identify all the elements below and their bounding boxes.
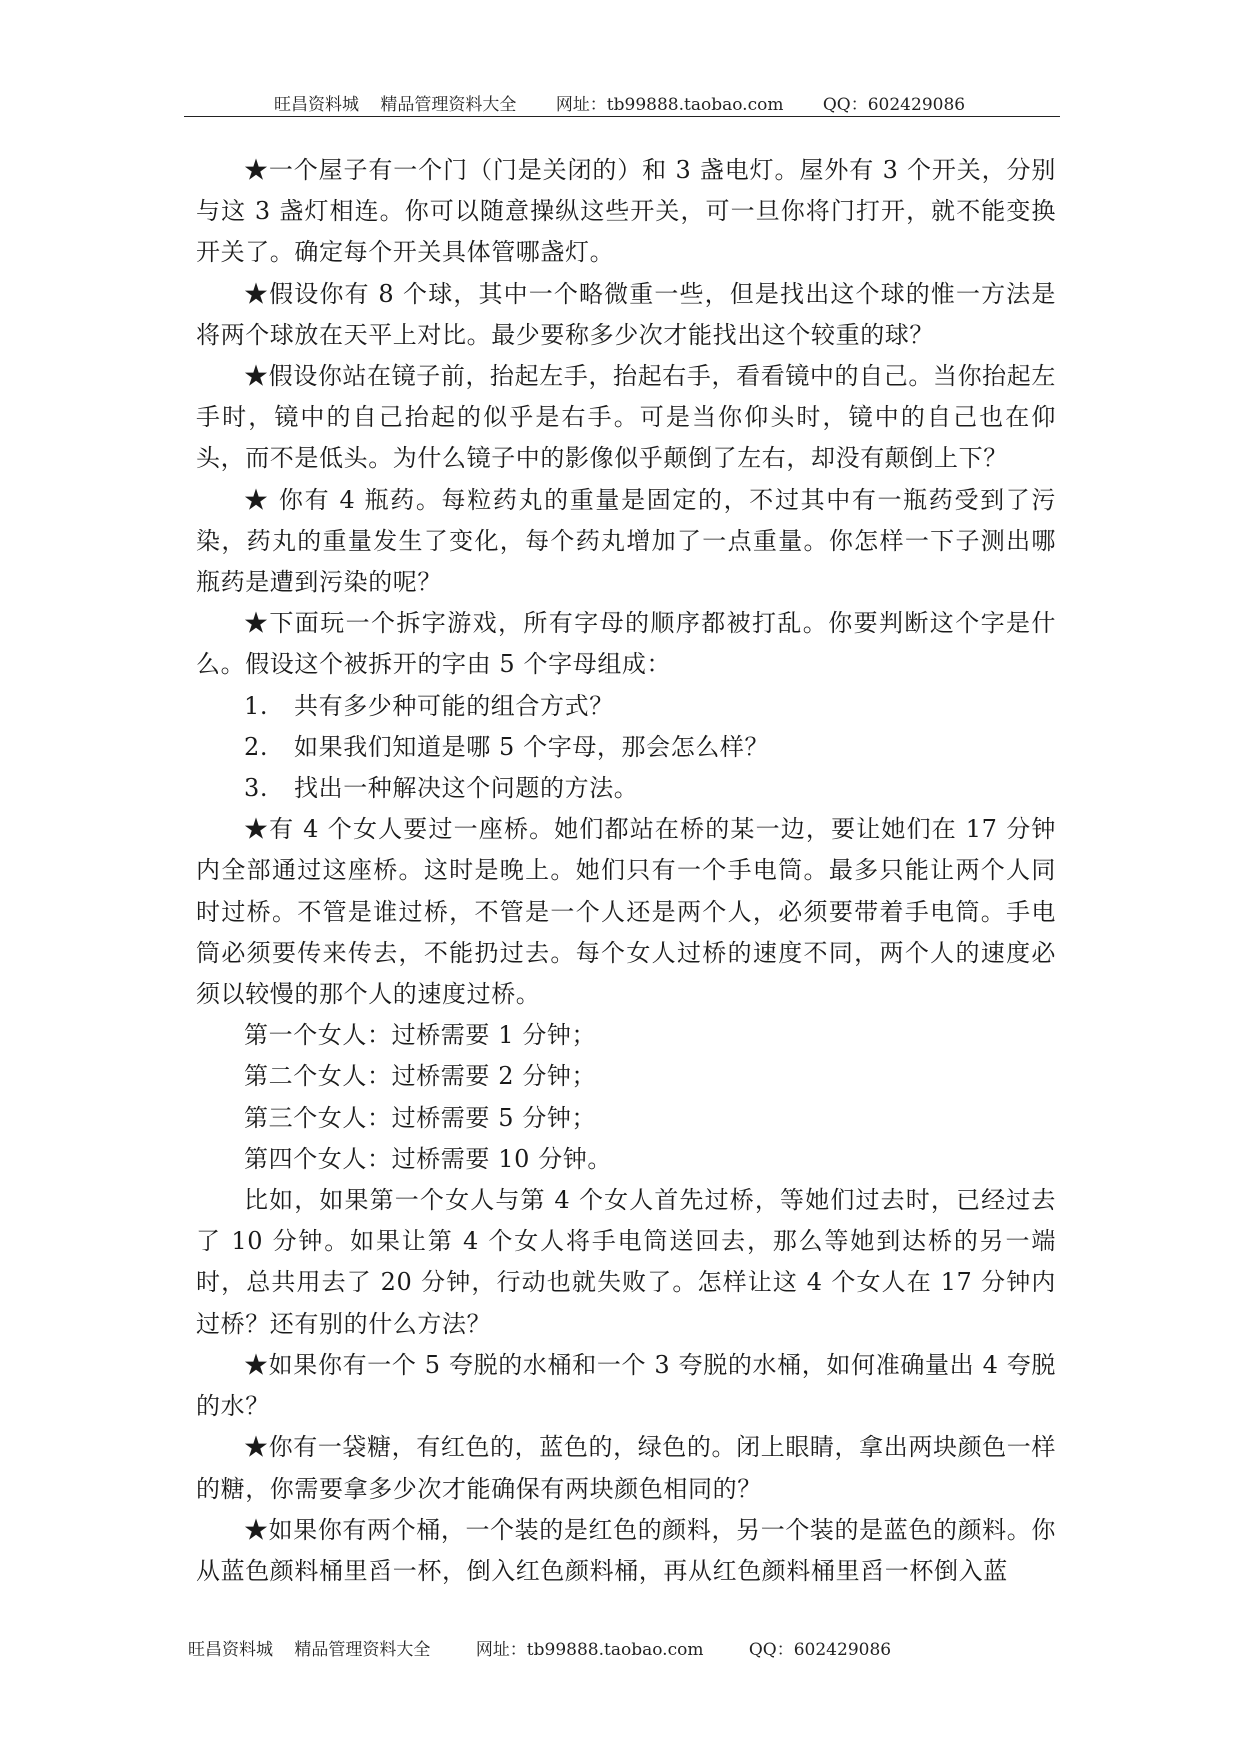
bridge-woman-3: 第三个女人：过桥需要 5 分钟； [244, 1103, 597, 1132]
list-item-text: 共有多少种可能的组合方式？ [294, 691, 614, 720]
bridge-woman-4: 第四个女人：过桥需要 10 分钟。 [244, 1144, 612, 1173]
page-footer [188, 1635, 931, 1660]
list-item-text: 找出一种解决这个问题的方法。 [294, 774, 639, 803]
list-item [196, 768, 1056, 809]
puzzle-light-switches: ★一个屋子有一个门（门是关闭的）和 3 盏电灯。屋外有 3 个开关，分别与这 3 盏灯相连。你可以随意操纵这些开关，可一旦你将门打开，就不能变换开关了。确定每个开关具体管哪盏灯。 [196, 156, 1056, 267]
header-website: 网址：tb99888.taobao.com [555, 95, 784, 115]
puzzle-anagram: ★下面玩一个拆字游戏，所有字母的顺序都被打乱。你要判断这个字是什么。假设这个被拆开的字由 5 个字母组成： [196, 609, 1056, 679]
list-item-number: 2. [244, 732, 269, 761]
header-store-name: 旺昌资料城 [274, 95, 359, 115]
bridge-woman-1: 第一个女人：过桥需要 1 分钟； [244, 1021, 597, 1050]
header-qq: QQ：602429086 [822, 95, 966, 115]
footer-website: 网址：tb99888.taobao.com [475, 1640, 704, 1660]
puzzle-water-buckets: ★如果你有一个 5 夸脱的水桶和一个 3 夸脱的水桶，如何准确量出 4 夸脱的水？ [196, 1350, 1056, 1421]
bridge-example: 比如，如果第一个女人与第 4 个女人首先过桥，等她们过去时，已经过去了 10 分钟。如果让第 4 个女人将手电筒送回去，那么等她到达桥的另一端时，总共用去了 20 分钟，行动也就失败了。怎样让这 4 个女人在 17 分钟内过桥？还有别的什么方法？ [196, 1186, 1056, 1338]
document-body [196, 150, 1056, 1592]
list-item-text: 如果我们知道是哪 5 个字母，那会怎么样？ [294, 732, 770, 761]
puzzle-pill-bottles: ★ 你有 4 瓶药。每粒药丸的重量是固定的，不过其中有一瓶药受到了污染，药丸的重量发生了变化，每个药丸增加了一点重量。你怎样一下子测出哪瓶药是遭到污染的呢？ [196, 485, 1056, 597]
bridge-woman-2: 第二个女人：过桥需要 2 分钟； [244, 1062, 597, 1091]
list-item [196, 686, 1056, 727]
list-item [196, 727, 1056, 768]
puzzle-bridge-intro: ★有 4 个女人要过一座桥。她们都站在桥的某一边，要让她们在 17 分钟内全部通过这座桥。这时是晚上。她们只有一个手电筒。最多只能让两个人同时过桥。不管是谁过桥，不管是一个人还是两个人，必须要带着手电筒。手电筒必须要传来传去，不能扔过去。每个女人过桥的速度不同，两个人的速度必须以较慢的那个人的速度过桥。 [196, 815, 1056, 1009]
footer-qq: QQ：602429086 [748, 1640, 892, 1660]
header-row [274, 90, 999, 115]
list-item-number: 1. [244, 691, 269, 720]
footer-collection-name: 精品管理资料大全 [294, 1640, 431, 1660]
puzzle-paint-buckets: ★如果你有两个桶，一个装的是红色的颜料，另一个装的是蓝色的颜料。你从蓝色颜料桶里舀一杯，倒入红色颜料桶，再从红色颜料桶里舀一杯倒入蓝 [196, 1515, 1056, 1585]
footer-store-name: 旺昌资料城 [188, 1640, 273, 1660]
puzzle-mirror: ★假设你站在镜子前，抬起左手，抬起右手，看看镜中的自己。当你抬起左手时，镜中的自己抬起的似乎是右手。可是当你仰头时，镜中的自己也在仰头，而不是低头。为什么镜子中的影像似乎颠倒了左右，却没有颠倒上下？ [196, 362, 1056, 473]
header-collection-name: 精品管理资料大全 [380, 95, 517, 115]
page-header [184, 82, 1060, 117]
puzzle-candy-bag: ★你有一袋糖，有红色的，蓝色的，绿色的。闭上眼睛，拿出两块颜色一样的糖，你需要拿多少次才能确保有两块颜色相同的？ [196, 1433, 1056, 1503]
puzzle-eight-balls: ★假设你有 8 个球，其中一个略微重一些，但是找出这个球的惟一方法是将两个球放在天平上对比。最少要称多少次才能找出这个较重的球？ [196, 279, 1056, 349]
list-item-number: 3. [244, 774, 269, 803]
